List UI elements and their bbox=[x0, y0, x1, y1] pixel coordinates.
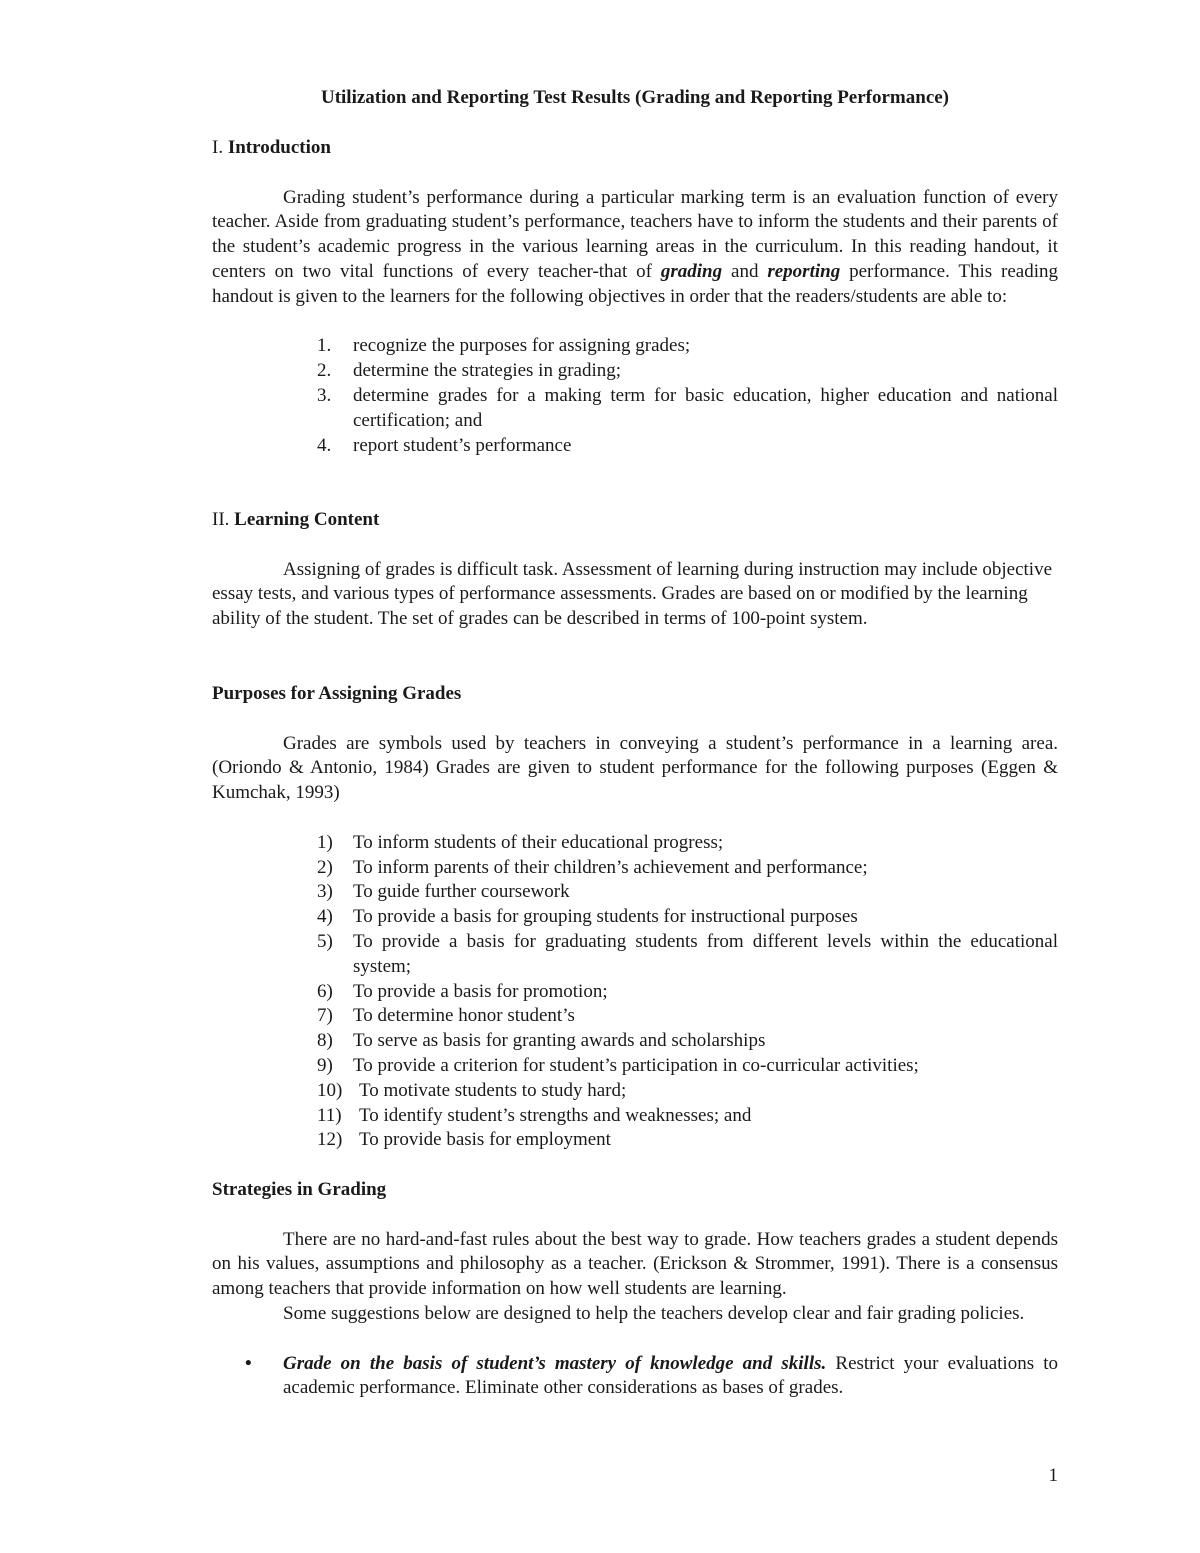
list-text: To guide further coursework bbox=[353, 881, 570, 903]
list-item bbox=[212, 1029, 1058, 1054]
list-number: 10) bbox=[317, 1079, 343, 1101]
list-item bbox=[212, 831, 1058, 856]
list-text: To inform students of their educational progress; bbox=[353, 831, 724, 853]
section-numeral: II. bbox=[212, 509, 235, 530]
list-number: 5) bbox=[317, 930, 333, 952]
strategies-paragraph-2: Some suggestions below are designed to help the teachers develop clear and fair grading policies. bbox=[283, 1302, 1025, 1324]
paragraph-text: and bbox=[722, 260, 768, 282]
list-number: 3) bbox=[317, 881, 333, 903]
emphasis-grading: grading bbox=[660, 260, 723, 282]
bullet-icon: • bbox=[245, 1352, 252, 1374]
objectives-list bbox=[212, 334, 1058, 458]
learning-content-heading bbox=[212, 508, 1058, 533]
strategies-paragraph-1: There are no hard-and-fast rules about the best way to grade. How teachers grades a student depends on his values, assumptions and philosophy as a teacher. (Erickson & Strommer, 1991). There is a consensus among teachers that provide information on how well students are learning. bbox=[212, 1228, 1058, 1300]
list-text: To inform parents of their children’s achievement and performance; bbox=[353, 856, 868, 878]
list-text: To provide a criterion for student’s participation in co-curricular activities; bbox=[353, 1054, 919, 1076]
list-item bbox=[212, 359, 1058, 384]
strategy-bullet-item bbox=[212, 1352, 1058, 1402]
heading-text: Introduction bbox=[227, 137, 331, 158]
learning-content-paragraph: Assigning of grades is difficult task. Assessment of learning during instruction may include objective essay tests, and various types of performance assessments. Grades are based on or modified by the learning ability of the student. The set of grades can be described in terms of 100-point system. bbox=[212, 558, 1053, 630]
list-text: To motivate students to study hard; bbox=[359, 1079, 627, 1101]
list-number: 8) bbox=[317, 1030, 333, 1052]
purposes-paragraph: Grades are symbols used by teachers in conveying a student’s performance in a learning area. (Oriondo & Antonio, 1984) Grades are given to student performance for the following purposes (Eggen & Kumchak, 1993) bbox=[212, 732, 1058, 804]
list-item bbox=[212, 930, 1058, 980]
list-number: 2) bbox=[317, 856, 333, 878]
list-text: recognize the purposes for assigning grades; bbox=[353, 335, 691, 357]
introduction-section bbox=[212, 136, 1058, 458]
list-number: 6) bbox=[317, 980, 333, 1002]
introduction-heading bbox=[212, 136, 1058, 161]
list-item bbox=[212, 1079, 1058, 1104]
list-number: 11) bbox=[317, 1104, 342, 1126]
list-item bbox=[212, 905, 1058, 930]
list-text: To provide a basis for graduating students from different levels within the educational system; bbox=[353, 930, 1058, 977]
list-item bbox=[212, 1054, 1058, 1079]
list-item bbox=[212, 1128, 1058, 1153]
list-number: 2. bbox=[317, 360, 332, 382]
list-text: To identify student’s strengths and weaknesses; and bbox=[359, 1104, 752, 1126]
list-number: 1) bbox=[317, 831, 333, 853]
strategies-heading: Strategies in Grading bbox=[212, 1179, 387, 1200]
list-item bbox=[212, 856, 1058, 881]
list-text: determine the strategies in grading; bbox=[353, 360, 622, 382]
page-number: 1 bbox=[1048, 1465, 1058, 1486]
document-title: Utilization and Reporting Test Results (Grading and Reporting Performance) bbox=[320, 87, 950, 108]
purposes-section bbox=[212, 682, 1058, 1153]
list-item bbox=[212, 1004, 1058, 1029]
list-number: 4. bbox=[317, 434, 332, 456]
heading-text: Learning Content bbox=[234, 509, 380, 530]
list-item bbox=[212, 980, 1058, 1005]
list-text: To determine honor student’s bbox=[353, 1005, 575, 1027]
list-item bbox=[212, 384, 1058, 434]
paragraph-text: performance. This reading handout is given to the learners for the following objectives in order that the readers/students are able to: bbox=[212, 260, 1059, 307]
list-number: 12) bbox=[317, 1129, 343, 1151]
purposes-list bbox=[212, 831, 1058, 1153]
list-item bbox=[212, 434, 1058, 459]
list-item bbox=[212, 880, 1058, 905]
introduction-paragraph bbox=[212, 186, 1058, 310]
paragraph-text: Grading student’s performance during a particular marking term is an evaluation function of every teacher. Aside from graduating student’s performance, teachers have to inform the students and their parents of the student’s academic progress in the various learning areas in the curriculum. In this reading handout, it centers on two vital functions of every teacher-that of bbox=[212, 186, 1058, 282]
bullet-lead-text: Grade on the basis of student’s mastery of knowledge and skills. bbox=[283, 1352, 827, 1374]
list-text: To provide basis for employment bbox=[359, 1129, 611, 1151]
purposes-heading: Purposes for Assigning Grades bbox=[212, 683, 462, 704]
list-number: 4) bbox=[317, 906, 333, 928]
strategies-section bbox=[212, 1178, 1058, 1401]
list-number: 7) bbox=[317, 1005, 333, 1027]
list-number: 3. bbox=[317, 384, 332, 406]
list-text: To provide a basis for promotion; bbox=[353, 980, 608, 1002]
list-text: determine grades for a making term for basic education, higher education and national certification; and bbox=[353, 384, 1058, 431]
list-number: 1. bbox=[317, 335, 332, 357]
bullet-text: Restrict your evaluations to academic performance. Eliminate other considerations as bases of grades. bbox=[283, 1352, 1059, 1399]
learning-content-section bbox=[212, 508, 1058, 632]
section-numeral: I. bbox=[212, 137, 228, 158]
list-item bbox=[212, 1104, 1058, 1129]
list-text: To serve as basis for granting awards and scholarships bbox=[353, 1030, 766, 1052]
list-number: 9) bbox=[317, 1054, 333, 1076]
list-item bbox=[212, 334, 1058, 359]
emphasis-reporting: reporting bbox=[767, 260, 841, 282]
list-text: report student’s performance bbox=[353, 434, 572, 456]
list-text: To provide a basis for grouping students for instructional purposes bbox=[353, 906, 858, 928]
